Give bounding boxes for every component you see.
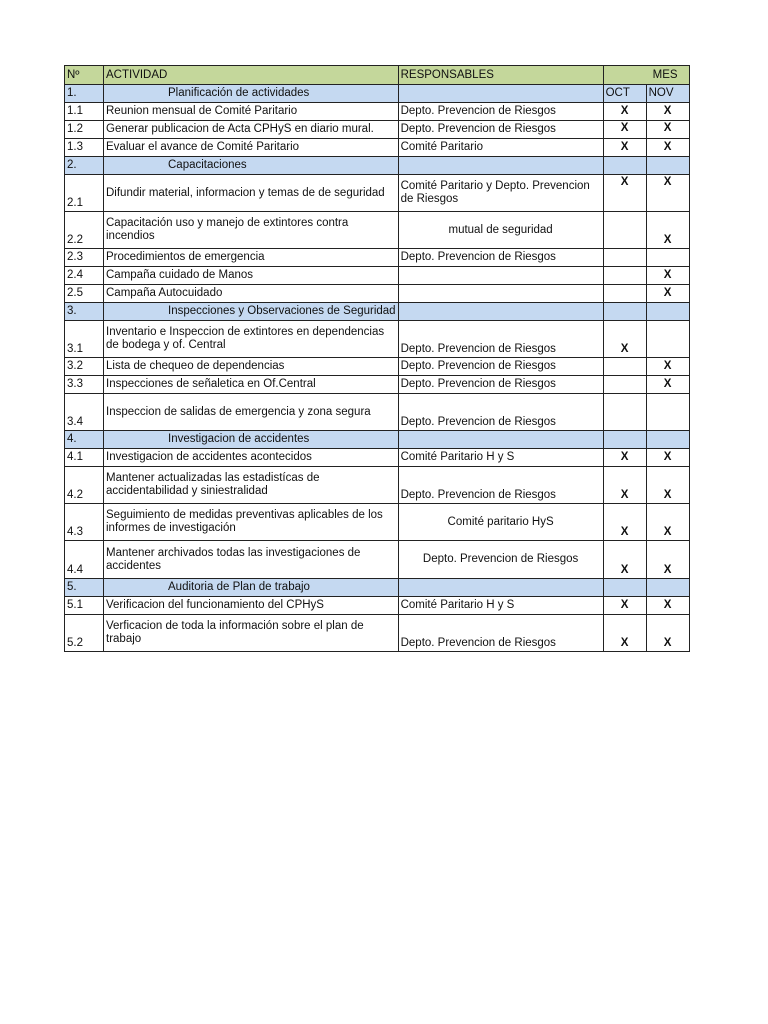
section-oct-cell (603, 431, 646, 449)
oct-mark (603, 249, 646, 267)
table-row (65, 541, 690, 579)
table-row (65, 449, 690, 467)
table-body (65, 66, 690, 652)
oct-mark: X (603, 467, 646, 504)
row-number: 1.3 (65, 139, 104, 157)
header-responsible: RESPONSABLES (398, 66, 603, 85)
responsible-text: mutual de seguridad (398, 212, 603, 249)
activity-text: Investigacion de accidentes acontecidos (104, 449, 399, 467)
section-responsible-cell (398, 85, 603, 103)
section-number: 2. (65, 157, 104, 175)
responsible-text: Comité Paritario (398, 139, 603, 157)
nov-header: NOV (646, 85, 689, 103)
oct-mark (603, 212, 646, 249)
row-number: 2.1 (65, 175, 104, 212)
table-row (65, 175, 690, 212)
section-number: 3. (65, 303, 104, 321)
section-responsible-cell (398, 303, 603, 321)
row-number: 4.4 (65, 541, 104, 579)
activity-text: Difundir material, informacion y temas de de seguridad (104, 175, 399, 212)
activity-text: Inspeccion de salidas de emergencia y zona segura (104, 394, 399, 431)
activity-text: Verificacion del funcionamiento del CPHyS (104, 597, 399, 615)
responsible-text: Depto. Prevencion de Riesgos (398, 376, 603, 394)
responsible-text: Depto. Prevencion de Riesgos (398, 321, 603, 358)
table-row (65, 504, 690, 541)
section-responsible-cell (398, 579, 603, 597)
section-row (65, 431, 690, 449)
activity-text: Reunion mensual de Comité Paritario (104, 103, 399, 121)
section-row (65, 157, 690, 175)
nov-mark: X (646, 139, 689, 157)
oct-mark: X (603, 541, 646, 579)
table-row (65, 285, 690, 303)
row-number: 5.1 (65, 597, 104, 615)
responsible-text: Depto. Prevencion de Riesgos (398, 541, 603, 579)
section-number: 4. (65, 431, 104, 449)
table-row (65, 249, 690, 267)
nov-mark: X (646, 597, 689, 615)
nov-mark: X (646, 212, 689, 249)
oct-mark: X (603, 175, 646, 212)
header-num: Nº (65, 66, 104, 85)
nov-mark: X (646, 358, 689, 376)
row-number: 3.1 (65, 321, 104, 358)
nov-mark: X (646, 285, 689, 303)
oct-header: OCT (603, 85, 646, 103)
activity-text: Verficacion de toda la información sobre el plan de trabajo (104, 615, 399, 652)
responsible-text: Comité Paritario H y S (398, 449, 603, 467)
table-row (65, 121, 690, 139)
row-number: 4.1 (65, 449, 104, 467)
section-nov-cell (646, 303, 689, 321)
responsible-text: Depto. Prevencion de Riesgos (398, 358, 603, 376)
responsible-text: Depto. Prevencion de Riesgos (398, 103, 603, 121)
responsible-text (398, 267, 603, 285)
responsible-text: Depto. Prevencion de Riesgos (398, 121, 603, 139)
nov-mark: X (646, 449, 689, 467)
nov-mark: X (646, 504, 689, 541)
nov-mark: X (646, 121, 689, 139)
responsible-text: Comité paritario HyS (398, 504, 603, 541)
section-oct-cell (603, 579, 646, 597)
table-row (65, 376, 690, 394)
table-row (65, 139, 690, 157)
nov-mark: X (646, 615, 689, 652)
oct-mark: X (603, 504, 646, 541)
responsible-text: Depto. Prevencion de Riesgos (398, 394, 603, 431)
activity-text: Procedimientos de emergencia (104, 249, 399, 267)
row-number: 3.3 (65, 376, 104, 394)
responsible-text (398, 285, 603, 303)
nov-mark (646, 394, 689, 431)
nov-mark (646, 249, 689, 267)
table-row (65, 394, 690, 431)
activity-text: Campaña cuidado de Manos (104, 267, 399, 285)
table-row (65, 103, 690, 121)
section-nov-cell (646, 157, 689, 175)
oct-mark (603, 358, 646, 376)
row-number: 3.4 (65, 394, 104, 431)
table-row (65, 615, 690, 652)
nov-mark: X (646, 541, 689, 579)
row-number: 3.2 (65, 358, 104, 376)
section-row (65, 579, 690, 597)
activity-text: Seguimiento de medidas preventivas aplicables de los informes de investigación (104, 504, 399, 541)
row-number: 2.3 (65, 249, 104, 267)
header-month: MES (603, 66, 689, 85)
oct-mark (603, 394, 646, 431)
section-responsible-cell (398, 157, 603, 175)
oct-mark: X (603, 449, 646, 467)
oct-mark: X (603, 121, 646, 139)
section-number: 5. (65, 579, 104, 597)
section-row (65, 85, 690, 103)
activity-text: Mantener actualizadas las estadistícas de accidentabilidad y siniestralidad (104, 467, 399, 504)
nov-mark: X (646, 376, 689, 394)
table-row (65, 597, 690, 615)
activity-text: Capacitación uso y manejo de extintores contra incendios (104, 212, 399, 249)
responsible-text: Comité Paritario y Depto. Prevencion de Riesgos (398, 175, 603, 212)
oct-mark: X (603, 103, 646, 121)
oct-mark: X (603, 321, 646, 358)
row-number: 1.1 (65, 103, 104, 121)
oct-mark: X (603, 615, 646, 652)
section-nov-cell (646, 431, 689, 449)
section-oct-cell (603, 303, 646, 321)
section-row (65, 303, 690, 321)
section-oct-cell (603, 157, 646, 175)
row-number: 2.5 (65, 285, 104, 303)
oct-mark (603, 267, 646, 285)
nov-mark: X (646, 267, 689, 285)
section-title: Investigacion de accidentes (104, 431, 399, 449)
responsible-text: Depto. Prevencion de Riesgos (398, 249, 603, 267)
table-row (65, 267, 690, 285)
section-title: Capacitaciones (104, 157, 399, 175)
oct-mark: X (603, 597, 646, 615)
section-responsible-cell (398, 431, 603, 449)
activity-plan-table (64, 65, 690, 652)
row-number: 4.3 (65, 504, 104, 541)
row-number: 1.2 (65, 121, 104, 139)
nov-mark (646, 321, 689, 358)
row-number: 5.2 (65, 615, 104, 652)
section-title: Auditoria de Plan de trabajo (104, 579, 399, 597)
activity-text: Inventario e Inspeccion de extintores en dependencias de bodega y of. Central (104, 321, 399, 358)
nov-mark: X (646, 103, 689, 121)
row-number: 4.2 (65, 467, 104, 504)
responsible-text: Comité Paritario H y S (398, 597, 603, 615)
responsible-text: Depto. Prevencion de Riesgos (398, 615, 603, 652)
row-number: 2.4 (65, 267, 104, 285)
oct-mark (603, 285, 646, 303)
table-row (65, 212, 690, 249)
header-row (65, 66, 690, 85)
responsible-text: Depto. Prevencion de Riesgos (398, 467, 603, 504)
oct-mark: X (603, 139, 646, 157)
section-nov-cell (646, 579, 689, 597)
nov-mark: X (646, 467, 689, 504)
table-row (65, 358, 690, 376)
activity-text: Evaluar el avance de Comité Paritario (104, 139, 399, 157)
activity-text: Generar publicacion de Acta CPHyS en diario mural. (104, 121, 399, 139)
section-number: 1. (65, 85, 104, 103)
activity-text: Campaña Autocuidado (104, 285, 399, 303)
row-number: 2.2 (65, 212, 104, 249)
table-row (65, 321, 690, 358)
oct-mark (603, 376, 646, 394)
table-row (65, 467, 690, 504)
activity-text: Inspecciones de señaletica en Of.Central (104, 376, 399, 394)
header-activity: ACTIVIDAD (104, 66, 399, 85)
activity-text: Mantener archivados todas las investigaciones de accidentes (104, 541, 399, 579)
nov-mark: X (646, 175, 689, 212)
activity-text: Lista de chequeo de dependencias (104, 358, 399, 376)
section-title: Planificación de actividades (104, 85, 399, 103)
section-title: Inspecciones y Observaciones de Seguridad (104, 303, 399, 321)
